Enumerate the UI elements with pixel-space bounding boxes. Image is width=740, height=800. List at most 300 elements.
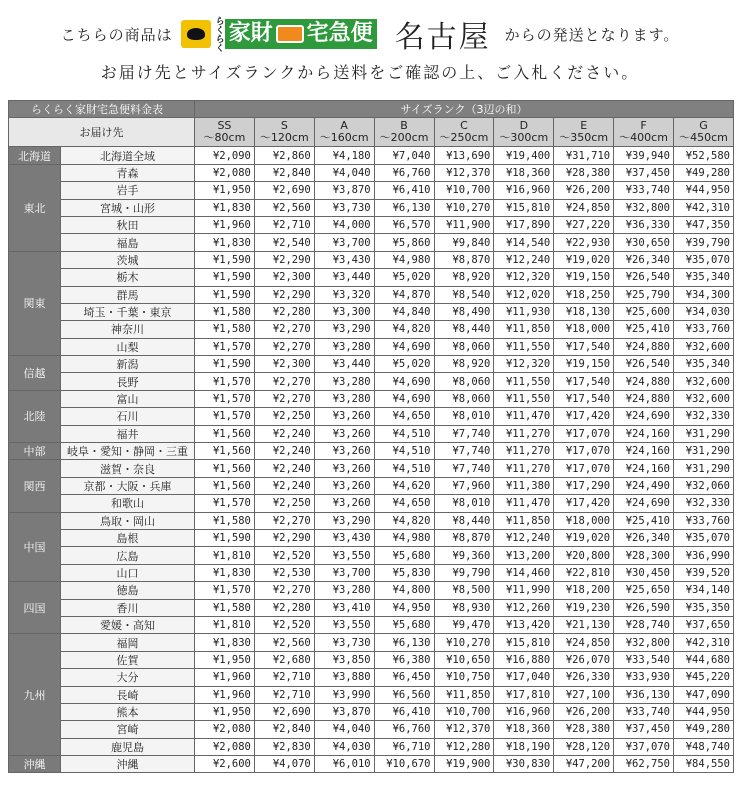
price-cell: ¥8,490: [434, 303, 494, 320]
price-cell: ¥28,380: [554, 721, 614, 738]
table-row: [9, 425, 734, 442]
price-cell: ¥4,000: [314, 216, 374, 233]
destination-label: 宮崎: [61, 721, 195, 738]
price-cell: ¥7,740: [434, 443, 494, 460]
price-cell: ¥8,440: [434, 512, 494, 529]
price-cell: ¥4,510: [374, 460, 434, 477]
destination-header: お届け先: [9, 118, 195, 147]
price-cell: ¥5,680: [374, 616, 434, 633]
destination-label: 神奈川: [61, 321, 195, 338]
price-cell: ¥2,300: [254, 269, 314, 286]
region-label: 沖縄: [9, 756, 61, 773]
price-cell: ¥1,570: [195, 495, 255, 512]
price-cell: ¥1,580: [195, 599, 255, 616]
destination-label: 山口: [61, 564, 195, 581]
price-cell: ¥9,840: [434, 234, 494, 251]
price-cell: ¥18,130: [554, 303, 614, 320]
price-cell: ¥9,470: [434, 616, 494, 633]
price-cell: ¥26,070: [554, 651, 614, 668]
price-cell: ¥3,430: [314, 529, 374, 546]
price-cell: ¥35,340: [674, 269, 734, 286]
price-cell: ¥12,370: [434, 721, 494, 738]
price-cell: ¥16,960: [494, 182, 554, 199]
price-cell: ¥2,240: [254, 460, 314, 477]
price-cell: ¥16,960: [494, 703, 554, 720]
size-rank-label: E: [580, 119, 588, 133]
price-cell: ¥24,850: [554, 634, 614, 651]
price-cell: ¥2,690: [254, 703, 314, 720]
price-cell: ¥24,850: [554, 199, 614, 216]
destination-label: 鳥取・岡山: [61, 512, 195, 529]
black-cat-icon: [181, 20, 211, 48]
destination-label: 京都・大阪・兵庫: [61, 477, 195, 494]
price-cell: ¥30,830: [494, 756, 554, 773]
price-cell: ¥3,870: [314, 703, 374, 720]
size-col-header: [374, 118, 434, 147]
table-row: [9, 251, 734, 268]
region-label: 中国: [9, 512, 61, 582]
table-row: [9, 234, 734, 251]
price-cell: ¥33,760: [674, 512, 734, 529]
price-cell: ¥14,540: [494, 234, 554, 251]
price-cell: ¥8,060: [434, 338, 494, 355]
price-cell: ¥2,680: [254, 651, 314, 668]
size-rank-label: B: [400, 119, 408, 133]
price-cell: ¥62,750: [614, 756, 674, 773]
region-label: 関東: [9, 251, 61, 355]
region-label: 九州: [9, 634, 61, 756]
price-cell: ¥24,160: [614, 443, 674, 460]
price-cell: ¥3,730: [314, 634, 374, 651]
price-cell: ¥11,470: [494, 495, 554, 512]
destination-label: 福島: [61, 234, 195, 251]
origin-city: 名古屋: [394, 20, 491, 55]
price-cell: ¥5,020: [374, 269, 434, 286]
kazai-logo: [181, 16, 377, 52]
size-range-label: ～350cm: [559, 131, 609, 145]
price-cell: ¥48,740: [674, 738, 734, 755]
size-col-header: [674, 118, 734, 147]
destination-label: 山梨: [61, 338, 195, 355]
table-row: [9, 321, 734, 338]
price-cell: ¥3,280: [314, 338, 374, 355]
price-cell: ¥8,870: [434, 251, 494, 268]
logo-banner: [225, 19, 377, 49]
table-row: [9, 495, 734, 512]
price-cell: ¥11,470: [494, 408, 554, 425]
price-cell: ¥28,120: [554, 738, 614, 755]
price-cell: ¥10,700: [434, 703, 494, 720]
price-cell: ¥3,280: [314, 390, 374, 407]
price-cell: ¥1,810: [195, 547, 255, 564]
price-cell: ¥28,740: [614, 616, 674, 633]
price-cell: ¥3,280: [314, 373, 374, 390]
price-cell: ¥44,950: [674, 703, 734, 720]
table-row: [9, 303, 734, 320]
price-cell: ¥33,930: [614, 669, 674, 686]
table-title: らくらく家財宅急便料金表: [9, 101, 195, 118]
price-cell: ¥2,840: [254, 721, 314, 738]
table-row: [9, 738, 734, 755]
price-cell: ¥4,070: [254, 756, 314, 773]
price-cell: ¥11,850: [434, 686, 494, 703]
price-cell: ¥3,260: [314, 408, 374, 425]
destination-label: 北海道全域: [61, 147, 195, 164]
price-cell: ¥2,520: [254, 547, 314, 564]
price-cell: ¥44,950: [674, 182, 734, 199]
price-cell: ¥11,270: [494, 425, 554, 442]
price-cell: ¥2,560: [254, 199, 314, 216]
price-cell: ¥32,600: [674, 373, 734, 390]
price-cell: ¥32,600: [674, 390, 734, 407]
destination-label: 愛媛・高知: [61, 616, 195, 633]
price-cell: ¥1,560: [195, 460, 255, 477]
price-cell: ¥24,880: [614, 390, 674, 407]
price-cell: ¥3,700: [314, 234, 374, 251]
price-cell: ¥4,980: [374, 251, 434, 268]
price-cell: ¥4,040: [314, 721, 374, 738]
price-cell: ¥25,410: [614, 512, 674, 529]
price-cell: ¥2,290: [254, 251, 314, 268]
price-cell: ¥6,380: [374, 651, 434, 668]
price-cell: ¥4,690: [374, 390, 434, 407]
price-cell: ¥6,560: [374, 686, 434, 703]
price-cell: ¥4,870: [374, 286, 434, 303]
price-cell: ¥1,570: [195, 338, 255, 355]
table-row: [9, 564, 734, 581]
price-cell: ¥2,830: [254, 738, 314, 755]
price-cell: ¥26,540: [614, 356, 674, 373]
price-cell: ¥25,790: [614, 286, 674, 303]
price-cell: ¥32,800: [614, 634, 674, 651]
price-cell: ¥17,070: [554, 460, 614, 477]
price-cell: ¥3,260: [314, 443, 374, 460]
price-cell: ¥25,650: [614, 582, 674, 599]
price-cell: ¥11,850: [494, 512, 554, 529]
price-cell: ¥1,570: [195, 408, 255, 425]
price-cell: ¥37,070: [614, 738, 674, 755]
price-cell: ¥18,000: [554, 321, 614, 338]
table-row: [9, 686, 734, 703]
price-cell: ¥49,280: [674, 721, 734, 738]
price-cell: ¥11,380: [494, 477, 554, 494]
price-cell: ¥11,550: [494, 338, 554, 355]
price-cell: ¥49,280: [674, 164, 734, 181]
price-cell: ¥8,010: [434, 495, 494, 512]
price-cell: ¥5,020: [374, 356, 434, 373]
price-cell: ¥6,010: [314, 756, 374, 773]
price-cell: ¥4,690: [374, 338, 434, 355]
price-cell: ¥39,940: [614, 147, 674, 164]
sofa-icon: [276, 25, 304, 43]
price-cell: ¥2,240: [254, 443, 314, 460]
price-cell: ¥3,550: [314, 616, 374, 633]
price-cell: ¥6,450: [374, 669, 434, 686]
price-cell: ¥14,460: [494, 564, 554, 581]
price-cell: ¥4,510: [374, 425, 434, 442]
size-range-label: ～200cm: [379, 131, 429, 145]
price-cell: ¥33,760: [674, 321, 734, 338]
price-cell: ¥2,080: [195, 164, 255, 181]
table-row: [9, 390, 734, 407]
price-cell: ¥19,020: [554, 529, 614, 546]
price-cell: ¥8,060: [434, 373, 494, 390]
destination-label: 埼玉・千葉・東京: [61, 303, 195, 320]
price-cell: ¥26,340: [614, 251, 674, 268]
price-cell: ¥1,580: [195, 512, 255, 529]
price-cell: ¥6,760: [374, 721, 434, 738]
price-cell: ¥37,450: [614, 164, 674, 181]
destination-label: 広島: [61, 547, 195, 564]
destination-label: 新潟: [61, 356, 195, 373]
price-cell: ¥1,810: [195, 616, 255, 633]
price-cell: ¥37,650: [674, 616, 734, 633]
price-cell: ¥8,060: [434, 390, 494, 407]
table-row: [9, 460, 734, 477]
price-cell: ¥1,950: [195, 182, 255, 199]
price-cell: ¥11,930: [494, 303, 554, 320]
price-cell: ¥12,320: [494, 269, 554, 286]
price-cell: ¥3,290: [314, 321, 374, 338]
price-cell: ¥19,150: [554, 356, 614, 373]
price-cell: ¥3,290: [314, 512, 374, 529]
table-row: [9, 616, 734, 633]
price-cell: ¥2,300: [254, 356, 314, 373]
destination-label: 福岡: [61, 634, 195, 651]
price-cell: ¥31,710: [554, 147, 614, 164]
destination-label: 岐阜・愛知・静岡・三重: [61, 443, 195, 460]
price-cell: ¥42,310: [674, 199, 734, 216]
price-cell: ¥18,000: [554, 512, 614, 529]
price-cell: ¥8,010: [434, 408, 494, 425]
price-cell: ¥1,950: [195, 651, 255, 668]
price-cell: ¥31,290: [674, 443, 734, 460]
price-cell: ¥1,960: [195, 686, 255, 703]
size-rank-label: D: [519, 119, 529, 133]
price-cell: ¥3,320: [314, 286, 374, 303]
price-cell: ¥2,270: [254, 373, 314, 390]
price-cell: ¥17,290: [554, 477, 614, 494]
region-label: 関西: [9, 460, 61, 512]
price-cell: ¥17,540: [554, 338, 614, 355]
destination-label: 栃木: [61, 269, 195, 286]
logo-raku: らくらく: [213, 16, 224, 52]
table-row: [9, 599, 734, 616]
price-cell: ¥8,870: [434, 529, 494, 546]
size-range-label: ～400cm: [619, 131, 668, 145]
price-cell: ¥3,260: [314, 425, 374, 442]
price-cell: ¥2,080: [195, 738, 255, 755]
price-cell: ¥3,440: [314, 356, 374, 373]
price-cell: ¥2,290: [254, 529, 314, 546]
price-cell: ¥3,280: [314, 582, 374, 599]
price-cell: ¥3,850: [314, 651, 374, 668]
size-col-header: [434, 118, 494, 147]
table-row: [9, 634, 734, 651]
price-cell: ¥4,650: [374, 495, 434, 512]
price-cell: ¥36,130: [614, 686, 674, 703]
price-cell: ¥18,360: [494, 721, 554, 738]
logo-kyubin: 宅急便: [306, 21, 373, 46]
price-cell: ¥2,530: [254, 564, 314, 581]
price-cell: ¥4,650: [374, 408, 434, 425]
price-cell: ¥17,070: [554, 443, 614, 460]
size-range-label: ～250cm: [439, 131, 489, 145]
price-cell: ¥11,550: [494, 373, 554, 390]
price-cell: ¥17,040: [494, 669, 554, 686]
price-cell: ¥2,290: [254, 286, 314, 303]
price-cell: ¥3,990: [314, 686, 374, 703]
price-cell: ¥25,410: [614, 321, 674, 338]
price-cell: ¥19,150: [554, 269, 614, 286]
price-cell: ¥3,430: [314, 251, 374, 268]
price-cell: ¥32,800: [614, 199, 674, 216]
region-label: 北海道: [9, 147, 61, 164]
destination-label: 佐賀: [61, 651, 195, 668]
price-cell: ¥17,890: [494, 216, 554, 233]
price-cell: ¥10,270: [434, 199, 494, 216]
price-cell: ¥2,240: [254, 477, 314, 494]
price-cell: ¥2,710: [254, 216, 314, 233]
destination-label: 茨城: [61, 251, 195, 268]
price-cell: ¥17,420: [554, 495, 614, 512]
table-row: [9, 721, 734, 738]
price-cell: ¥26,200: [554, 703, 614, 720]
table-row: [9, 356, 734, 373]
size-rank-label: C: [460, 119, 468, 133]
price-cell: ¥26,200: [554, 182, 614, 199]
price-cell: ¥33,740: [614, 703, 674, 720]
price-cell: ¥11,850: [494, 321, 554, 338]
table-row: [9, 216, 734, 233]
price-cell: ¥3,870: [314, 182, 374, 199]
price-cell: ¥17,070: [554, 425, 614, 442]
header-line: [0, 12, 740, 56]
price-cell: ¥1,960: [195, 216, 255, 233]
destination-label: 沖縄: [61, 756, 195, 773]
table-row: [9, 529, 734, 546]
price-cell: ¥4,510: [374, 443, 434, 460]
destination-label: 和歌山: [61, 495, 195, 512]
price-cell: ¥6,570: [374, 216, 434, 233]
region-label: 四国: [9, 582, 61, 634]
size-range-label: ～160cm: [319, 131, 369, 145]
price-cell: ¥4,950: [374, 599, 434, 616]
table-row: [9, 547, 734, 564]
price-cell: ¥3,550: [314, 547, 374, 564]
price-cell: ¥26,330: [554, 669, 614, 686]
price-cell: ¥12,370: [434, 164, 494, 181]
price-cell: ¥2,250: [254, 495, 314, 512]
price-cell: ¥15,810: [494, 634, 554, 651]
price-cell: ¥24,690: [614, 408, 674, 425]
price-cell: ¥6,130: [374, 634, 434, 651]
price-cell: ¥11,270: [494, 460, 554, 477]
price-cell: ¥12,260: [494, 599, 554, 616]
size-range-label: ～450cm: [679, 131, 728, 145]
destination-label: 富山: [61, 390, 195, 407]
price-cell: ¥24,880: [614, 338, 674, 355]
price-cell: ¥31,290: [674, 425, 734, 442]
price-cell: ¥24,690: [614, 495, 674, 512]
price-cell: ¥9,360: [434, 547, 494, 564]
price-cell: ¥8,540: [434, 286, 494, 303]
price-cell: ¥25,600: [614, 303, 674, 320]
price-cell: ¥24,490: [614, 477, 674, 494]
price-cell: ¥4,620: [374, 477, 434, 494]
size-col-header: [554, 118, 614, 147]
price-cell: ¥32,330: [674, 495, 734, 512]
price-cell: ¥4,800: [374, 582, 434, 599]
price-cell: ¥3,260: [314, 477, 374, 494]
price-cell: ¥44,680: [674, 651, 734, 668]
size-col-header: [494, 118, 554, 147]
price-cell: ¥3,260: [314, 460, 374, 477]
price-cell: ¥8,920: [434, 356, 494, 373]
price-cell: ¥18,250: [554, 286, 614, 303]
price-cell: ¥2,270: [254, 582, 314, 599]
price-cell: ¥7,960: [434, 477, 494, 494]
price-cell: ¥13,420: [494, 616, 554, 633]
size-col-header: [254, 118, 314, 147]
price-cell: ¥7,040: [374, 147, 434, 164]
price-cell: ¥4,180: [314, 147, 374, 164]
table-row: [9, 477, 734, 494]
price-cell: ¥2,270: [254, 338, 314, 355]
header: [0, 0, 740, 100]
destination-label: 宮城・山形: [61, 199, 195, 216]
price-cell: ¥2,080: [195, 721, 255, 738]
price-cell: ¥2,270: [254, 321, 314, 338]
table-row: [9, 373, 734, 390]
price-cell: ¥33,540: [614, 651, 674, 668]
price-cell: ¥4,690: [374, 373, 434, 390]
price-cell: ¥17,810: [494, 686, 554, 703]
destination-label: 島根: [61, 529, 195, 546]
price-cell: ¥1,590: [195, 251, 255, 268]
price-cell: ¥5,830: [374, 564, 434, 581]
price-cell: ¥2,240: [254, 425, 314, 442]
size-col-header: [614, 118, 674, 147]
destination-label: 滋賀・奈良: [61, 460, 195, 477]
price-cell: ¥3,260: [314, 495, 374, 512]
price-cell: ¥13,200: [494, 547, 554, 564]
price-cell: ¥27,100: [554, 686, 614, 703]
price-cell: ¥1,830: [195, 234, 255, 251]
region-label: 中部: [9, 443, 61, 460]
table-row: [9, 703, 734, 720]
price-cell: ¥1,580: [195, 303, 255, 320]
price-cell: ¥37,450: [614, 721, 674, 738]
size-col-header: [195, 118, 255, 147]
price-cell: ¥2,250: [254, 408, 314, 425]
price-cell: ¥8,920: [434, 269, 494, 286]
price-cell: ¥4,030: [314, 738, 374, 755]
price-cell: ¥17,540: [554, 390, 614, 407]
destination-label: 青森: [61, 164, 195, 181]
price-cell: ¥1,950: [195, 703, 255, 720]
size-range-label: ～120cm: [259, 131, 309, 145]
price-cell: ¥10,650: [434, 651, 494, 668]
price-cell: ¥2,520: [254, 616, 314, 633]
price-cell: ¥13,690: [434, 147, 494, 164]
price-cell: ¥6,760: [374, 164, 434, 181]
price-cell: ¥1,560: [195, 425, 255, 442]
price-cell: ¥30,650: [614, 234, 674, 251]
price-cell: ¥2,560: [254, 634, 314, 651]
table-row: [9, 756, 734, 773]
price-cell: ¥5,860: [374, 234, 434, 251]
